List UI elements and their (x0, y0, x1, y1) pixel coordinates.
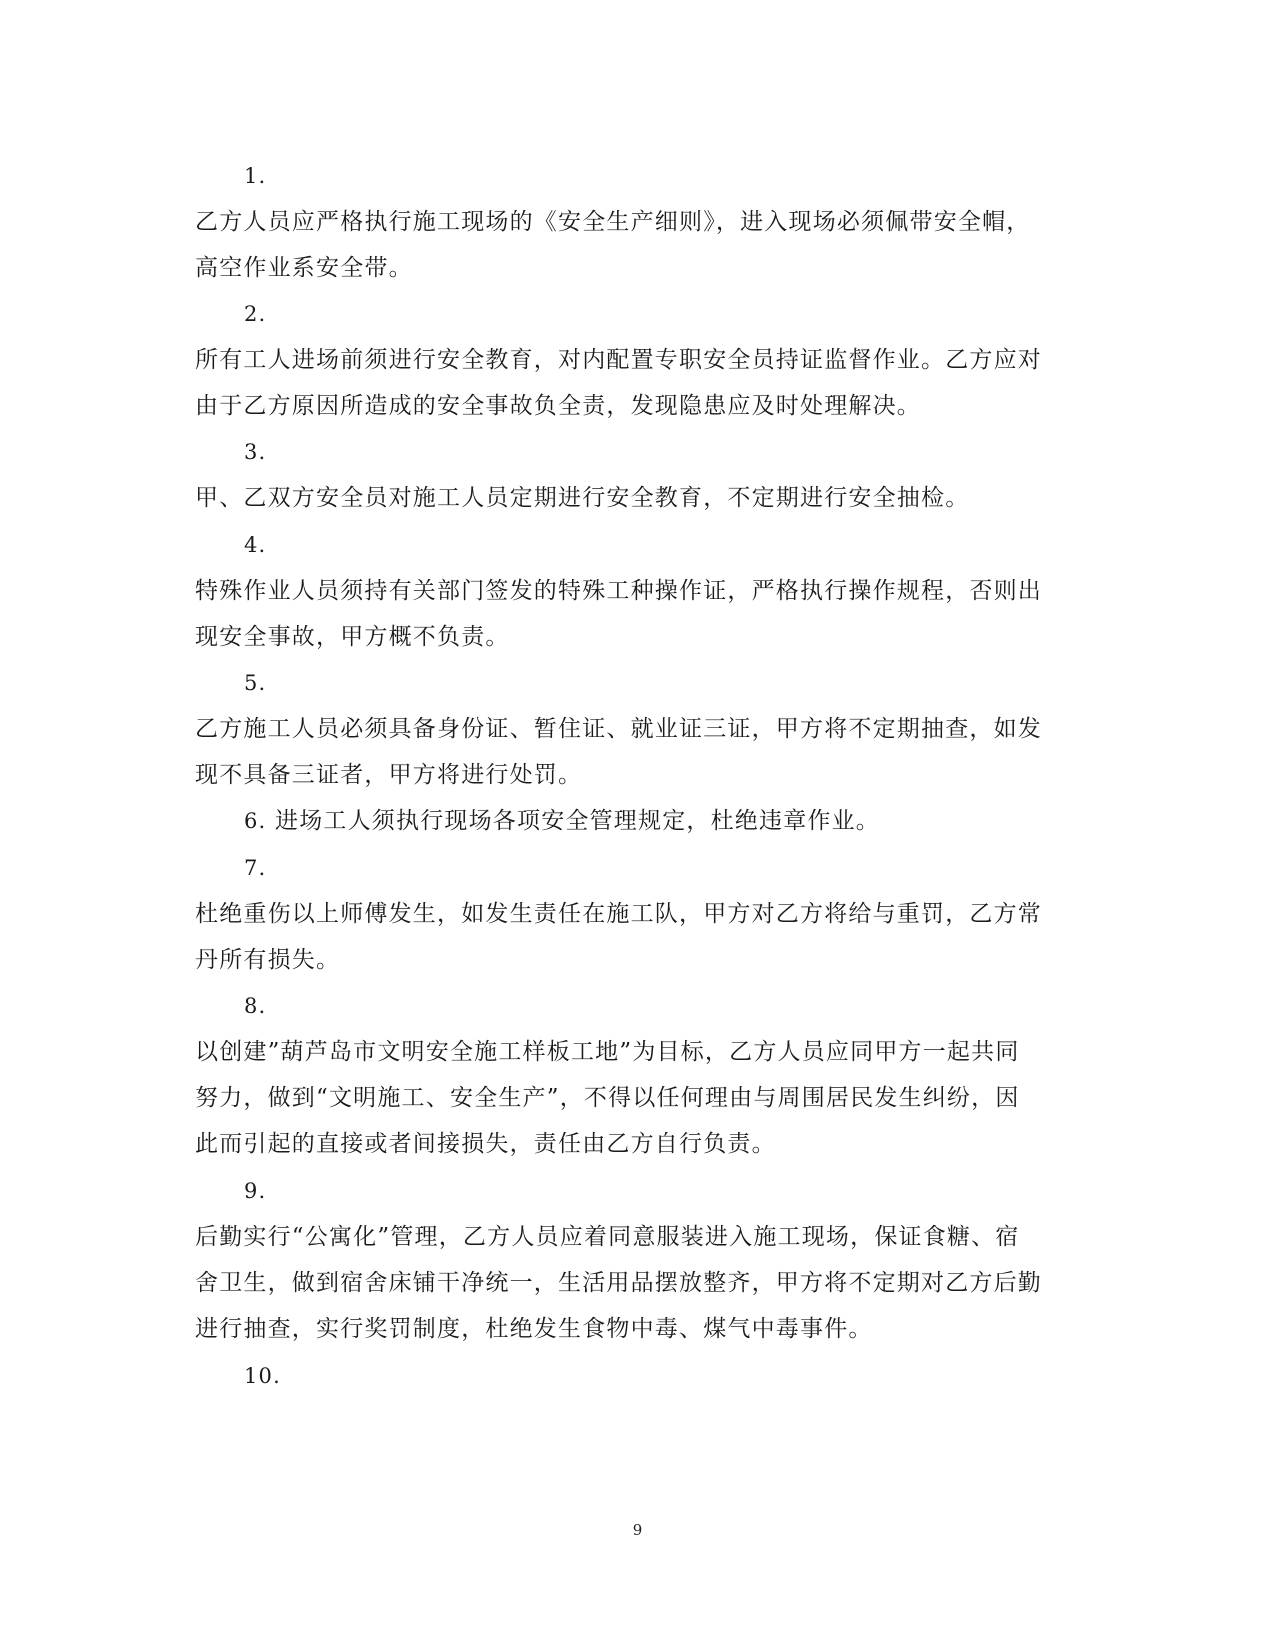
item-number: 1. (244, 164, 267, 188)
paragraph-line: 现不具备三证者，甲方将进行处罚。 (195, 762, 583, 788)
item-number: 2. (244, 302, 267, 326)
paragraph-line: 杜绝重伤以上师傅发生，如发生责任在施工队，甲方对乙方将给与重罚，乙方常 (195, 901, 1042, 927)
item-number: 6. (244, 809, 267, 833)
paragraph-line: 进场工人须执行现场各项安全管理规定，杜绝违章作业。 (275, 808, 880, 834)
paragraph-line: 努力，做到“文明施工、安全生产”，不得以任何理由与周围居民发生纠纷，因 (195, 1085, 1020, 1111)
paragraph-line: 后勤实行“公寓化”管理，乙方人员应着同意服装进入施工现场，保证食糖、宿 (195, 1224, 1020, 1250)
paragraph-line: 乙方人员应严格执行施工现场的《安全生产细则》，进入现场必须佩带安全帽， (195, 209, 1031, 235)
item-number: 9. (244, 1179, 267, 1203)
paragraph-line: 乙方施工人员必须具备身份证、暂住证、就业证三证，甲方将不定期抽查，如发 (195, 716, 1042, 742)
paragraph-line: 特殊作业人员须持有关部门签发的特殊工种操作证，严格执行操作规程，否则出 (195, 578, 1042, 604)
paragraph-line: 此而引起的直接或者间接损失，责任由乙方自行负责。 (195, 1131, 776, 1157)
item-number: 3. (244, 440, 267, 464)
paragraph-line: 所有工人进场前须进行安全教育，对内配置专职安全员持证监督作业。乙方应对 (195, 347, 1042, 373)
item-number: 8. (244, 994, 267, 1018)
item-number: 4. (244, 533, 267, 557)
paragraph-line: 进行抽查，实行奖罚制度，杜绝发生食物中毒、煤气中毒事件。 (195, 1316, 873, 1342)
paragraph-line: 以创建”葫芦岛市文明安全施工样板工地”为目标，乙方人员应同甲方一起共同 (195, 1039, 1020, 1065)
item-number: 5. (244, 671, 267, 695)
paragraph-line: 丹所有损失。 (195, 947, 341, 973)
paragraph-line: 高空作业系安全带。 (195, 255, 413, 281)
item-number: 7. (244, 856, 267, 880)
page-number: 9 (632, 1521, 643, 1539)
paragraph-line: 舍卫生，做到宿舍床铺干净统一，生活用品摆放整齐，甲方将不定期对乙方后勤 (195, 1270, 1042, 1296)
paragraph-line: 现安全事故，甲方概不负责。 (195, 624, 510, 650)
paragraph-line: 甲、乙双方安全员对施工人员定期进行安全教育，不定期进行安全抽检。 (195, 485, 970, 511)
paragraph-line: 由于乙方原因所造成的安全事故负全责，发现隐患应及时处理解决。 (195, 393, 921, 419)
item-number: 10. (244, 1364, 281, 1388)
